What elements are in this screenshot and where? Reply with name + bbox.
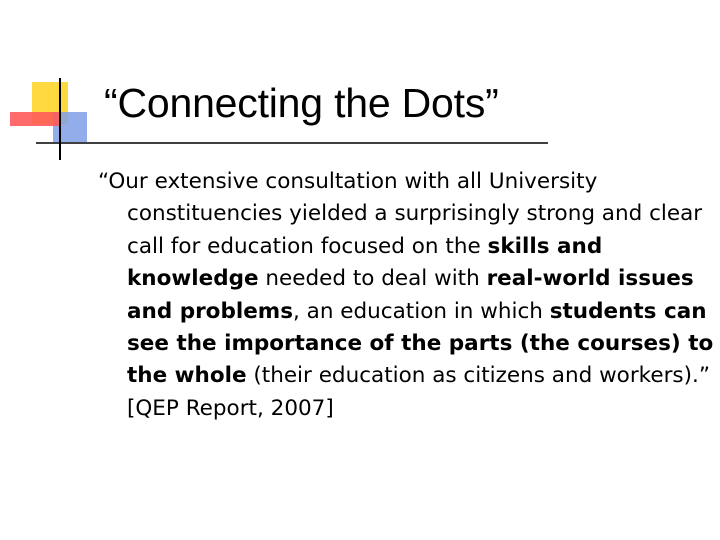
red-bar <box>10 112 60 126</box>
quote-segment-citation: (their education as citizens and workers).” [QEP Report, 2007] <box>127 363 710 421</box>
quote-segment: “Our extensive consultation with all University constituencies yielded a surprisingly strong and clear call for education focused on the <box>98 169 703 259</box>
quote-paragraph <box>98 166 720 425</box>
quote-segment: needed to deal with <box>258 266 487 292</box>
quote-emphasis-skills: skills and knowledge <box>127 233 603 292</box>
slide-title: “Connecting the Dots” <box>104 80 499 126</box>
quote-emphasis-real-world: real-world issues and problems <box>127 266 694 324</box>
quote-emphasis-parts-whole: students can see the importance of the parts (the courses) to the whole <box>127 298 714 389</box>
quote-segment: , an education in which <box>293 298 550 324</box>
